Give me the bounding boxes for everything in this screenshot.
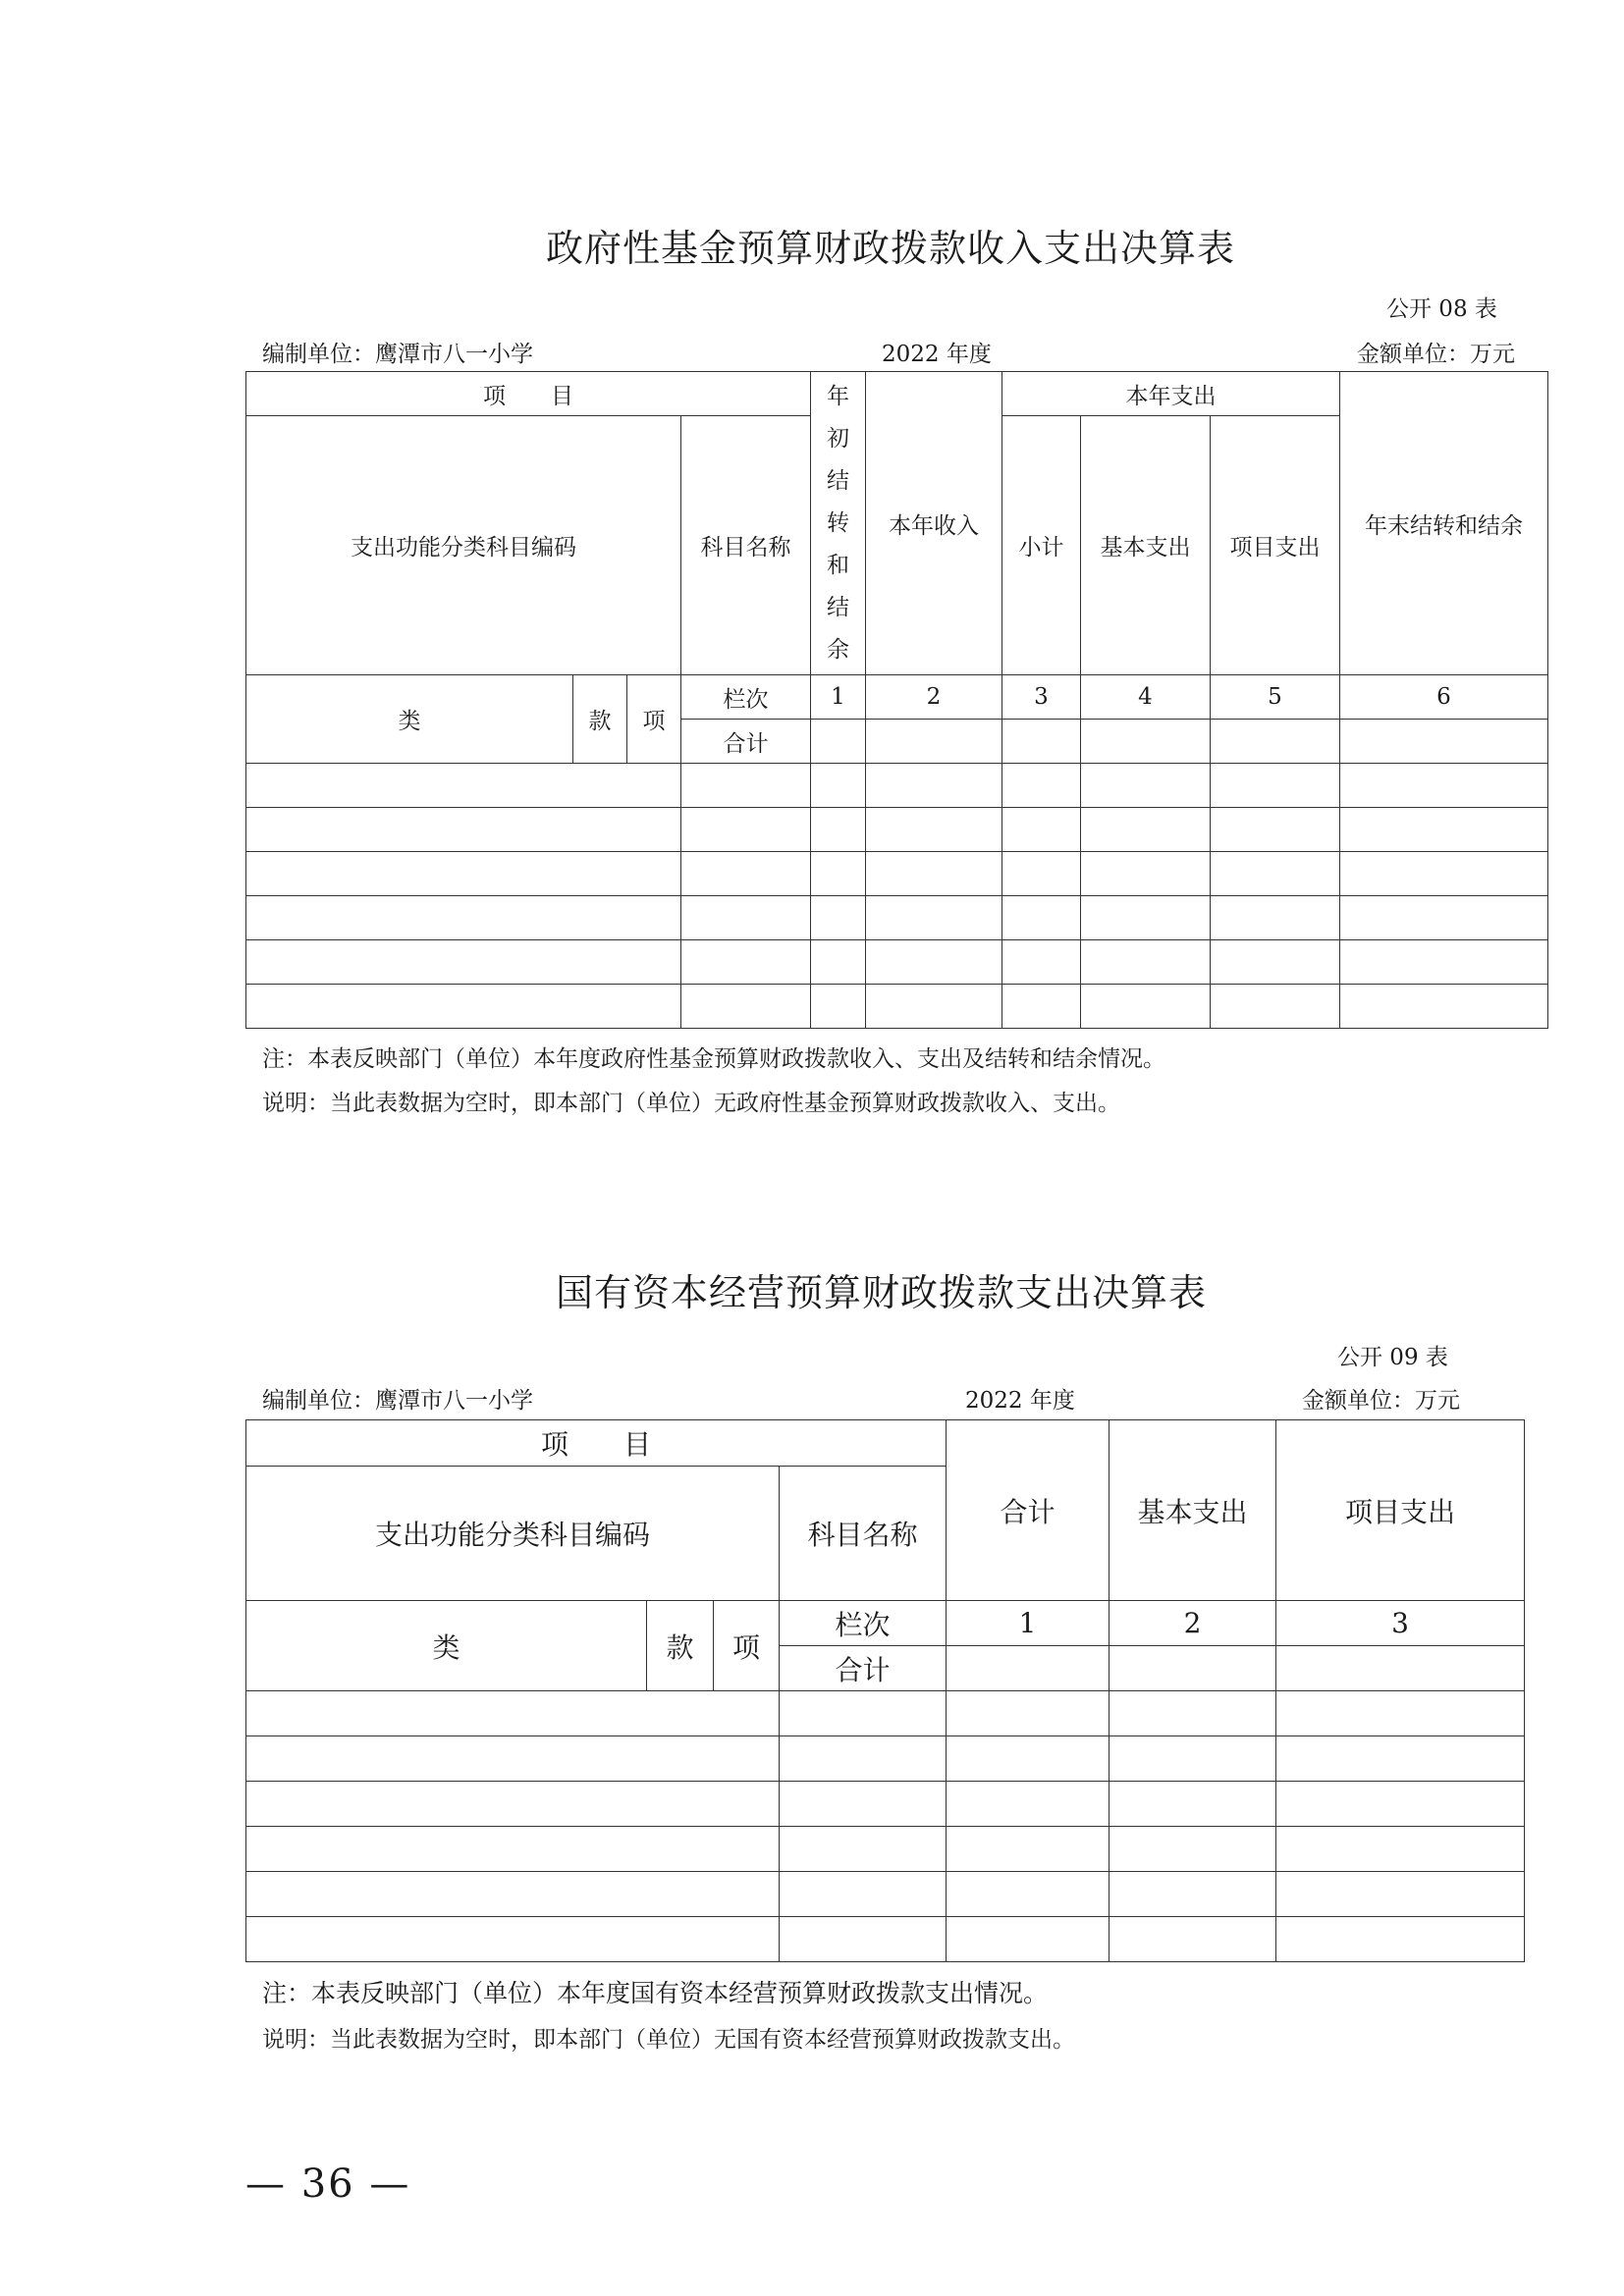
column-number: 2 <box>1110 1601 1276 1646</box>
header-lei: 类 <box>246 675 573 764</box>
header-income: 本年收入 <box>866 372 1002 675</box>
table-cell <box>811 720 866 764</box>
header-project: 项目支出 <box>1211 416 1340 675</box>
header-xiang: 项 <box>714 1601 780 1691</box>
table-row <box>246 1917 1525 1962</box>
table-cell <box>866 720 1002 764</box>
header-project: 项目支出 <box>1276 1420 1525 1601</box>
page-number: — 36 — <box>245 2162 411 2207</box>
table-row <box>246 1782 1525 1827</box>
header-item: 项 目 <box>246 372 811 416</box>
total-label: 合计 <box>681 720 811 764</box>
table2-explain: 说明：当此表数据为空时，即本部门（单位）无国有资本经营预算财政拨款支出。 <box>262 2027 1075 2053</box>
table-row <box>246 808 1548 852</box>
header-item: 项 目 <box>246 1420 947 1467</box>
table1 <box>245 371 1548 1029</box>
table-cell <box>1340 720 1548 764</box>
table1-note: 注：本表反映部门（单位）本年度政府性基金预算财政拨款收入、支出及结转和结余情况。 <box>262 1046 1165 1072</box>
header-name: 科目名称 <box>780 1467 947 1601</box>
table2-note: 注：本表反映部门（单位）本年度国有资本经营预算财政拨款支出情况。 <box>262 1979 1049 2007</box>
table-cell <box>1081 720 1211 764</box>
column-number: 5 <box>1211 675 1340 720</box>
header-opening-balance: 年 初 结 转 和 结 余 <box>811 372 866 675</box>
header-closing-balance: 年末结转和结余 <box>1340 372 1548 675</box>
table-row <box>246 1872 1525 1917</box>
header-kuan: 款 <box>573 675 627 764</box>
column-no-label: 栏次 <box>681 675 811 720</box>
table-row <box>246 764 1548 808</box>
table-row <box>246 985 1548 1029</box>
table-cell <box>947 1646 1110 1691</box>
table1-amount-unit: 金额单位：万元 <box>1357 342 1515 367</box>
table-row <box>246 1827 1525 1872</box>
column-number: 3 <box>1002 675 1081 720</box>
table-cell <box>1002 720 1081 764</box>
table2 <box>245 1419 1525 1962</box>
column-number: 1 <box>947 1601 1110 1646</box>
column-number: 2 <box>866 675 1002 720</box>
column-number: 4 <box>1081 675 1211 720</box>
table-row <box>246 1691 1525 1736</box>
table1-year: 2022 年度 <box>882 342 992 367</box>
header-code: 支出功能分类科目编码 <box>246 1467 780 1601</box>
header-basic: 基本支出 <box>1081 416 1211 675</box>
header-xiang: 项 <box>627 675 681 764</box>
header-kuan: 款 <box>647 1601 714 1691</box>
table1-form-no: 公开 08 表 <box>1386 296 1497 322</box>
header-expense: 本年支出 <box>1002 372 1340 416</box>
table-row <box>246 896 1548 940</box>
column-number: 3 <box>1276 1601 1525 1646</box>
table-cell <box>1110 1646 1276 1691</box>
header-lei: 类 <box>246 1601 647 1691</box>
table-cell <box>1276 1646 1525 1691</box>
total-label: 合计 <box>780 1646 947 1691</box>
table2-amount-unit: 金额单位：万元 <box>1302 1388 1460 1414</box>
table1-explain: 说明：当此表数据为空时，即本部门（单位）无政府性基金预算财政拨款收入、支出。 <box>262 1091 1120 1116</box>
header-basic: 基本支出 <box>1110 1420 1276 1601</box>
table-row <box>246 852 1548 896</box>
table-cell <box>1211 720 1340 764</box>
table2-unit-label: 编制单位：鹰潭市八一小学 <box>262 1388 533 1414</box>
column-number: 6 <box>1340 675 1548 720</box>
header-total: 合计 <box>947 1420 1110 1601</box>
column-number: 1 <box>811 675 866 720</box>
table-row <box>246 1736 1525 1782</box>
table2-form-no: 公开 09 表 <box>1337 1345 1448 1370</box>
table2-title: 国有资本经营预算财政拨款支出决算表 <box>556 1271 1208 1314</box>
table1-title: 政府性基金预算财政拨款收入支出决算表 <box>546 227 1236 270</box>
header-subtotal: 小计 <box>1002 416 1081 675</box>
table-row <box>246 940 1548 985</box>
header-code: 支出功能分类科目编码 <box>246 416 681 675</box>
column-no-label: 栏次 <box>780 1601 947 1646</box>
table1-unit-label: 编制单位：鹰潭市八一小学 <box>262 342 533 367</box>
header-name: 科目名称 <box>681 416 811 675</box>
table2-year: 2022 年度 <box>965 1388 1075 1414</box>
